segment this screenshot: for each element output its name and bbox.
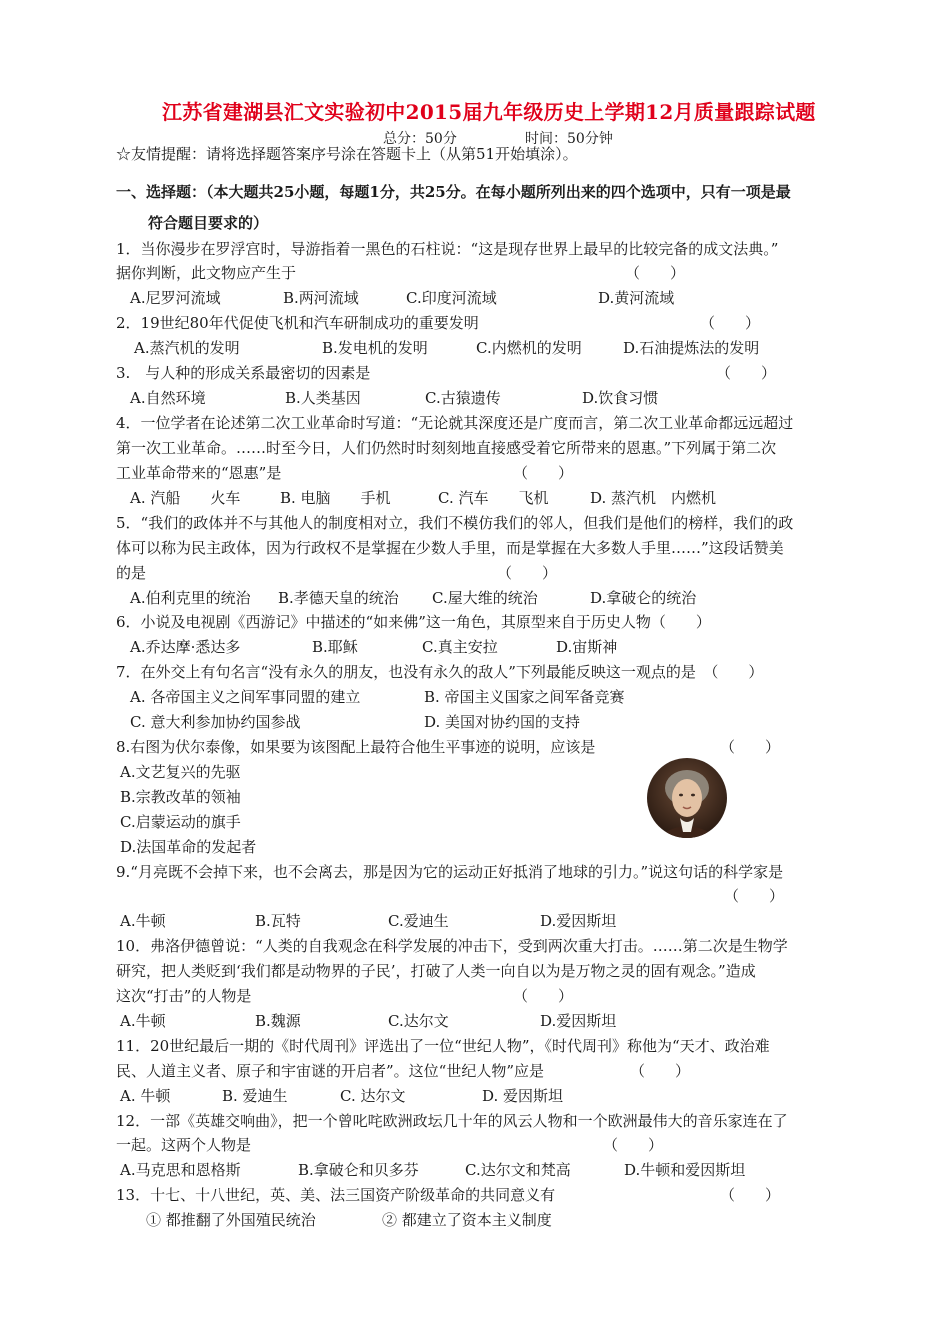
q8-option-d: D.法国革命的发起者 xyxy=(120,838,257,856)
q1-answer-paren: （ ） xyxy=(625,264,686,282)
q13-line1: 13．十七、十八世纪，英、美、法三国资产阶级革命的共同意义有 xyxy=(116,1186,556,1204)
q7-option-b: B. 帝国主义国家之间军备竞赛 xyxy=(424,688,625,706)
q4-option-d: D. 蒸汽机 内燃机 xyxy=(590,489,717,507)
q12-option-b: B.拿破仑和贝多芬 xyxy=(298,1161,419,1179)
q4-line2: 第一次工业革命。……时至今日，人们仍然时时刻刻地直接感受着它所带来的恩惠。”下列属于第二次 xyxy=(116,439,777,457)
q11-option-a: A. 牛顿 xyxy=(120,1087,171,1105)
q3-option-c: C.古猿遗传 xyxy=(425,389,501,407)
q1-line1: 1．当你漫步在罗浮宫时，导游指着一黑色的石柱说：“这是现存世界上最早的比较完备的成文法典。” xyxy=(116,240,779,258)
q4-line1: 4．一位学者在论述第二次工业革命时写道：“无论就其深度还是广度而言，第二次工业革命都远远超过 xyxy=(116,414,794,432)
q13-answer-paren: （ ） xyxy=(720,1186,781,1204)
q5-option-a: A.伯利克里的统治 xyxy=(130,589,251,607)
exam-time: 时间：50分钟 xyxy=(525,131,613,147)
q1-option-c: C.印度河流域 xyxy=(406,289,497,307)
q11-answer-paren: （ ） xyxy=(630,1062,691,1080)
q1-option-a: A.尼罗河流域 xyxy=(130,289,221,307)
q7-line1: 7．在外交上有句名言“没有永久的朋友，也没有永久的敌人”下列最能反映这一观点的是 （ ） xyxy=(116,663,764,681)
q5-answer-paren: （ ） xyxy=(497,564,558,582)
q6-option-c: C.真主安拉 xyxy=(422,638,498,656)
q9-option-d: D.爱因斯坦 xyxy=(540,912,617,930)
q6-option-d: D.宙斯神 xyxy=(556,638,618,656)
q3-answer-paren: （ ） xyxy=(716,364,777,382)
q3-line1: 3. 与人种的形成关系最密切的因素是 xyxy=(116,364,371,382)
q11-option-b: B. 爱迪生 xyxy=(222,1087,288,1105)
q11-option-d: D. 爱因斯坦 xyxy=(482,1087,564,1105)
q12-option-a: A.马克思和恩格斯 xyxy=(120,1161,241,1179)
q11-line1: 11．20世纪最后一期的《时代周刊》评选出了一位“世纪人物”，《时代周刊》称他为“天才、政治难 xyxy=(116,1037,770,1055)
q10-line2: 研究，把人类贬到‘我们都是动物界的子民’，打破了人类一向自以为是万物之灵的固有观念。”造成 xyxy=(116,962,756,980)
q7-option-d: D. 美国对协约国的支持 xyxy=(424,713,581,731)
q4-option-b: B. 电脑 手机 xyxy=(280,489,391,507)
q11-line2: 民、人道主义者、原子和宇宙谜的开启者”。这位“世纪人物”应是 xyxy=(116,1062,545,1080)
q11-option-c: C. 达尔文 xyxy=(340,1087,406,1105)
q5-line3: 的是 xyxy=(116,564,147,582)
q3-option-b: B.人类基因 xyxy=(285,389,361,407)
q12-option-c: C.达尔文和梵高 xyxy=(465,1161,571,1179)
q4-line3: 工业革命带来的“恩惠”是 xyxy=(116,464,282,482)
q12-answer-paren: （ ） xyxy=(603,1136,664,1154)
q4-option-c: C. 汽车 飞机 xyxy=(438,489,549,507)
q10-option-a: A.牛顿 xyxy=(120,1012,166,1030)
q2-option-c: C.内燃机的发明 xyxy=(476,339,582,357)
q1-line2: 据你判断，此文物应产生于 xyxy=(116,264,297,282)
q5-option-b: B.孝德天皇的统治 xyxy=(278,589,399,607)
q6-line1: 6．小说及电视剧《西游记》中描述的“如来佛”这一角色，其原型来自于历史人物（ ） xyxy=(116,613,711,631)
q10-option-d: D.爱因斯坦 xyxy=(540,1012,617,1030)
q3-option-a: A.自然环境 xyxy=(130,389,206,407)
q13-item-1: ① 都推翻了外国殖民统治 xyxy=(146,1211,316,1229)
q2-option-a: A.蒸汽机的发明 xyxy=(134,339,240,357)
q12-option-d: D.牛顿和爱因斯坦 xyxy=(624,1161,746,1179)
q9-option-b: B.瓦特 xyxy=(255,912,301,930)
q8-answer-paren: （ ） xyxy=(720,738,781,756)
voltaire-portrait xyxy=(647,758,727,838)
portrait-icon xyxy=(647,758,727,838)
q10-line1: 10．弗洛伊德曾说：“人类的自我观念在科学发展的冲击下，受到两次重大打击。……第二次是生物学 xyxy=(116,937,788,955)
q6-option-a: A.乔达摩·悉达多 xyxy=(130,638,241,656)
q1-option-d: D.黄河流域 xyxy=(598,289,675,307)
q5-line1: 5．“我们的政体并不与其他人的制度相对立，我们不模仿我们的邻人，但我们是他们的榜样，我们的政 xyxy=(116,514,794,532)
q9-line1: 9.“月亮既不会掉下来，也不会离去，那是因为它的运动正好抵消了地球的引力。”说这句话的科学家是 xyxy=(116,863,784,881)
q8-option-c: C.启蒙运动的旗手 xyxy=(120,813,241,831)
q6-option-b: B.耶稣 xyxy=(312,638,358,656)
q4-option-a: A. 汽船 火车 xyxy=(130,489,241,507)
q9-option-c: C.爱迪生 xyxy=(388,912,449,930)
total-score: 总分：50分 xyxy=(383,131,457,147)
q5-line2: 体可以称为民主政体，因为行政权不是掌握在少数人手里，而是掌握在大多数人手里……”这段话赞美 xyxy=(116,539,784,557)
q2-option-b: B.发电机的发明 xyxy=(322,339,428,357)
reminder: ☆友情提醒：请将选择题答案序号涂在答题卡上（从第51开始填涂）。 xyxy=(116,145,578,163)
q5-option-d: D.拿破仑的统治 xyxy=(590,589,697,607)
exam-title: 江苏省建湖县汇文实验初中2015届九年级历史上学期12月质量跟踪试题 xyxy=(162,100,816,124)
q3-option-d: D.饮食习惯 xyxy=(582,389,659,407)
q8-option-a: A.文艺复兴的先驱 xyxy=(120,763,241,781)
q4-answer-paren: （ ） xyxy=(513,464,574,482)
q10-answer-paren: （ ） xyxy=(513,987,574,1005)
q12-line1: 12．一部《英雄交响曲》，把一个曾叱咤欧洲政坛几十年的风云人物和一个欧洲最伟大的音乐家连在了 xyxy=(116,1112,788,1130)
q7-option-c: C. 意大利参加协约国参战 xyxy=(130,713,301,731)
q9-answer-paren: （ ） xyxy=(724,887,785,905)
q7-option-a: A. 各帝国主义之间军事同盟的建立 xyxy=(130,688,361,706)
q2-answer-paren: （ ） xyxy=(700,314,761,332)
q12-line2: 一起。这两个人物是 xyxy=(116,1136,252,1154)
q10-line3: 这次“打击”的人物是 xyxy=(116,987,252,1005)
q10-option-c: C.达尔文 xyxy=(388,1012,449,1030)
q2-option-d: D.石油提炼法的发明 xyxy=(623,339,760,357)
q2-line1: 2．19世纪80年代促使飞机和汽车研制成功的重要发明 xyxy=(116,314,479,332)
q8-line1: 8.右图为伏尔泰像，如果要为该图配上最符合他生平事迹的说明，应该是 xyxy=(116,738,596,756)
section-heading: 一、选择题：（本大题共25小题，每题1分，共25分。在每小题所列出来的四个选项中，只有一项是最 xyxy=(116,183,791,201)
q8-option-b: B.宗教改革的领袖 xyxy=(120,788,241,806)
q13-item-2: ② 都建立了资本主义制度 xyxy=(382,1211,552,1229)
q5-option-c: C.屋大维的统治 xyxy=(432,589,538,607)
q9-option-a: A.牛顿 xyxy=(120,912,166,930)
q1-option-b: B.两河流域 xyxy=(283,289,359,307)
section-heading-cont: 符合题目要求的） xyxy=(148,214,269,232)
q10-option-b: B.魏源 xyxy=(255,1012,301,1030)
